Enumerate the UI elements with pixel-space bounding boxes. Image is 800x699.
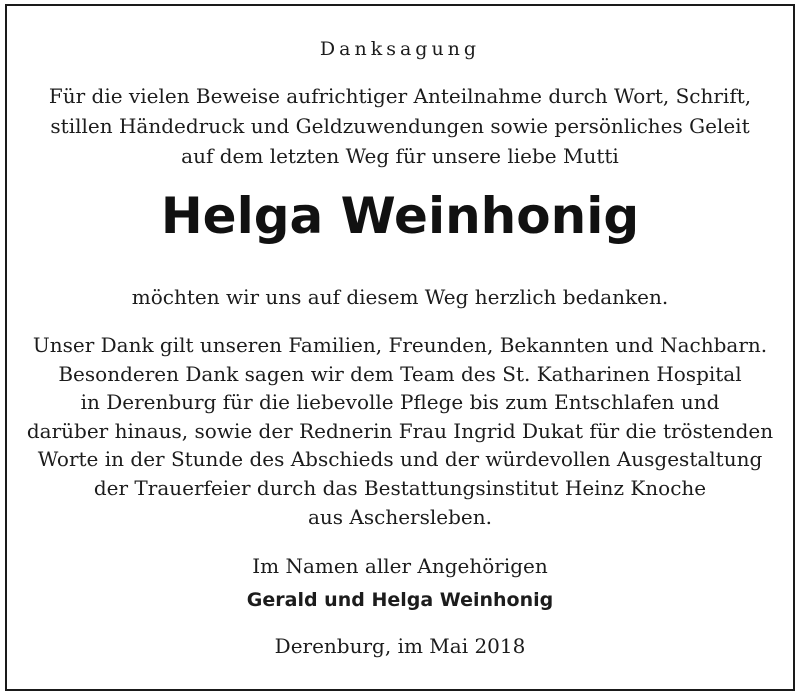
intro-line: Für die vielen Beweise aufrichtiger Anteilnahme durch Wort, Schrift, bbox=[48, 84, 752, 108]
signature-names: Gerald und Helga Weinhonig bbox=[246, 589, 554, 611]
body-line: der Trauerfeier durch das Bestattungsinstitut Heinz Knoche bbox=[93, 475, 707, 500]
body-line: aus Aschersleben. bbox=[308, 504, 492, 529]
signature-intro: Im Namen aller Angehörigen bbox=[252, 554, 548, 578]
deceased-name: Helga Weinhonig bbox=[160, 187, 640, 245]
body-line: in Derenburg für die liebevolle Pflege bis zum Entschlafen und bbox=[80, 390, 720, 415]
body-line: Besonderen Dank sagen wir dem Team des St. Katharinen Hospital bbox=[58, 361, 742, 386]
body-line: Unser Dank gilt unseren Familien, Freunden, Bekannten und Nachbarn. bbox=[32, 333, 768, 357]
thanks-line: möchten wir uns auf diesem Weg herzlich bedanken. bbox=[131, 285, 669, 309]
obituary-notice bbox=[5, 4, 795, 691]
body-line: Worte in der Stunde des Abschieds und der würdevollen Ausgestaltung bbox=[37, 447, 763, 472]
body-line: darüber hinaus, sowie der Rednerin Frau Ingrid Dukat für die tröstenden bbox=[26, 418, 774, 443]
body-paragraph bbox=[7, 331, 793, 531]
intro-line: auf dem letzten Weg für unsere liebe Mutti bbox=[181, 144, 619, 168]
notice-heading: Danksagung bbox=[319, 38, 481, 60]
intro-line: stillen Händedruck und Geldzuwendungen sowie persönliches Geleit bbox=[50, 114, 750, 138]
intro-paragraph bbox=[7, 81, 793, 171]
place-date: Derenburg, im Mai 2018 bbox=[274, 634, 526, 658]
